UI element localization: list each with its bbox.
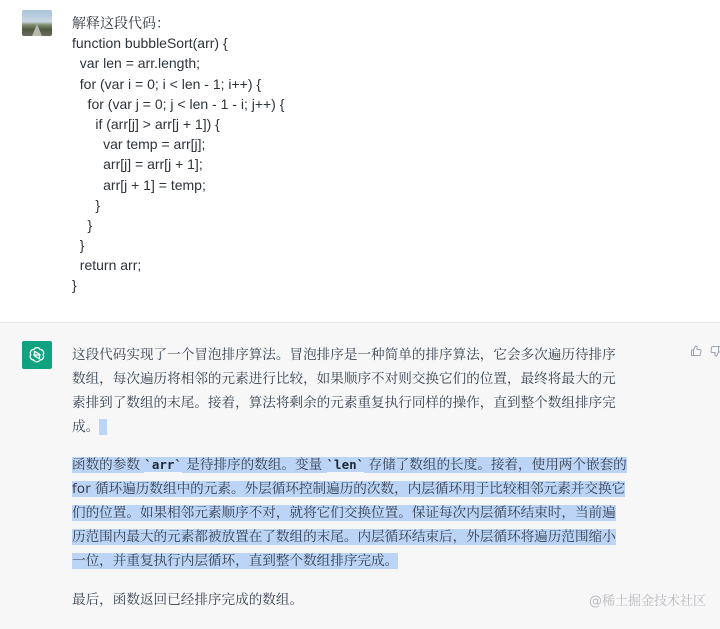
inline-code-len: `len` [326,457,365,472]
answer-paragraph-2 [72,453,627,573]
highlighted-text: for 循环遍历数组中的元素。外层循环控制遍历的次数，内层循环用于比较相邻元素并交换它 [72,481,626,497]
answer-line [72,415,616,439]
highlighted-text: 历范围内最大的元素都被放置在了数组的末尾。内层循环结束后，外层循环将遍历范围缩小 [72,529,616,545]
feedback-actions [690,345,720,357]
code-line: arr[j] = arr[j + 1]; [72,156,203,173]
code-line: arr[j + 1] = temp; [72,176,206,193]
answer-line [72,453,627,477]
answer-line: 数组，每次遍历将相邻的元素进行比较，如果顺序不对则交换它们的位置，最终将最大的元 [72,371,616,387]
answer-paragraph-1 [72,343,616,439]
user-avatar [22,10,52,36]
selection-cursor [99,419,107,435]
answer-line: 这段代码实现了一个冒泡排序算法。冒泡排序是一种简单的排序算法，它会多次遍历待排序 [72,347,616,363]
user-line: 解释这段代码： [72,15,170,31]
answer-line: 最后，函数返回已经排序完成的数组。 [72,592,304,608]
code-line: var len = arr.length; [72,55,201,72]
highlighted-text: 存储了数组的长度。接着，使用两个嵌套的 [364,457,627,473]
highlighted-text: 们的位置。如果相邻元素顺序不对，就将它们交换位置。保证每次内层循环结束时，当前遍 [72,505,616,521]
highlighted-text: 一位，并重复执行内层循环，直到整个数组排序完成。 [72,553,399,569]
answer-line: 素排到了数组的末尾。接着，算法将剩余的元素重复执行同样的操作，直到整个数组排序完 [72,395,616,411]
code-line: } [72,196,101,213]
highlighted-text: 是待排序的数组。变量 [181,457,327,473]
highlighted-text: 函数的参数 [72,457,145,473]
answer-paragraph-3 [72,588,303,612]
code-line: for (var j = 0; j < len - 1 - i; j++) { [72,95,285,112]
answer-line [72,549,627,573]
code-line: var temp = arr[j]; [72,136,206,153]
code-line: return arr; [72,257,142,274]
watermark: @稀土掘金技术社区 [588,594,706,609]
openai-logo-icon [22,341,52,369]
thumbs-up-icon[interactable] [690,345,702,357]
answer-line [72,525,627,549]
code-line: for (var i = 0; i < len - 1; i++) { [72,75,262,92]
code-line: } [72,216,93,233]
code-line: if (arr[j] > arr[j + 1]) { [72,115,220,132]
inline-code-arr: `arr` [144,457,182,472]
code-line: } [72,237,85,254]
thumbs-down-icon[interactable] [710,345,720,357]
answer-line [72,501,627,525]
code-line: } [72,277,77,294]
code-line: function bubbleSort(arr) { [72,35,228,52]
answer-line-text: 成。 [72,419,100,435]
user-message-text [72,13,672,296]
answer-line [72,477,627,501]
